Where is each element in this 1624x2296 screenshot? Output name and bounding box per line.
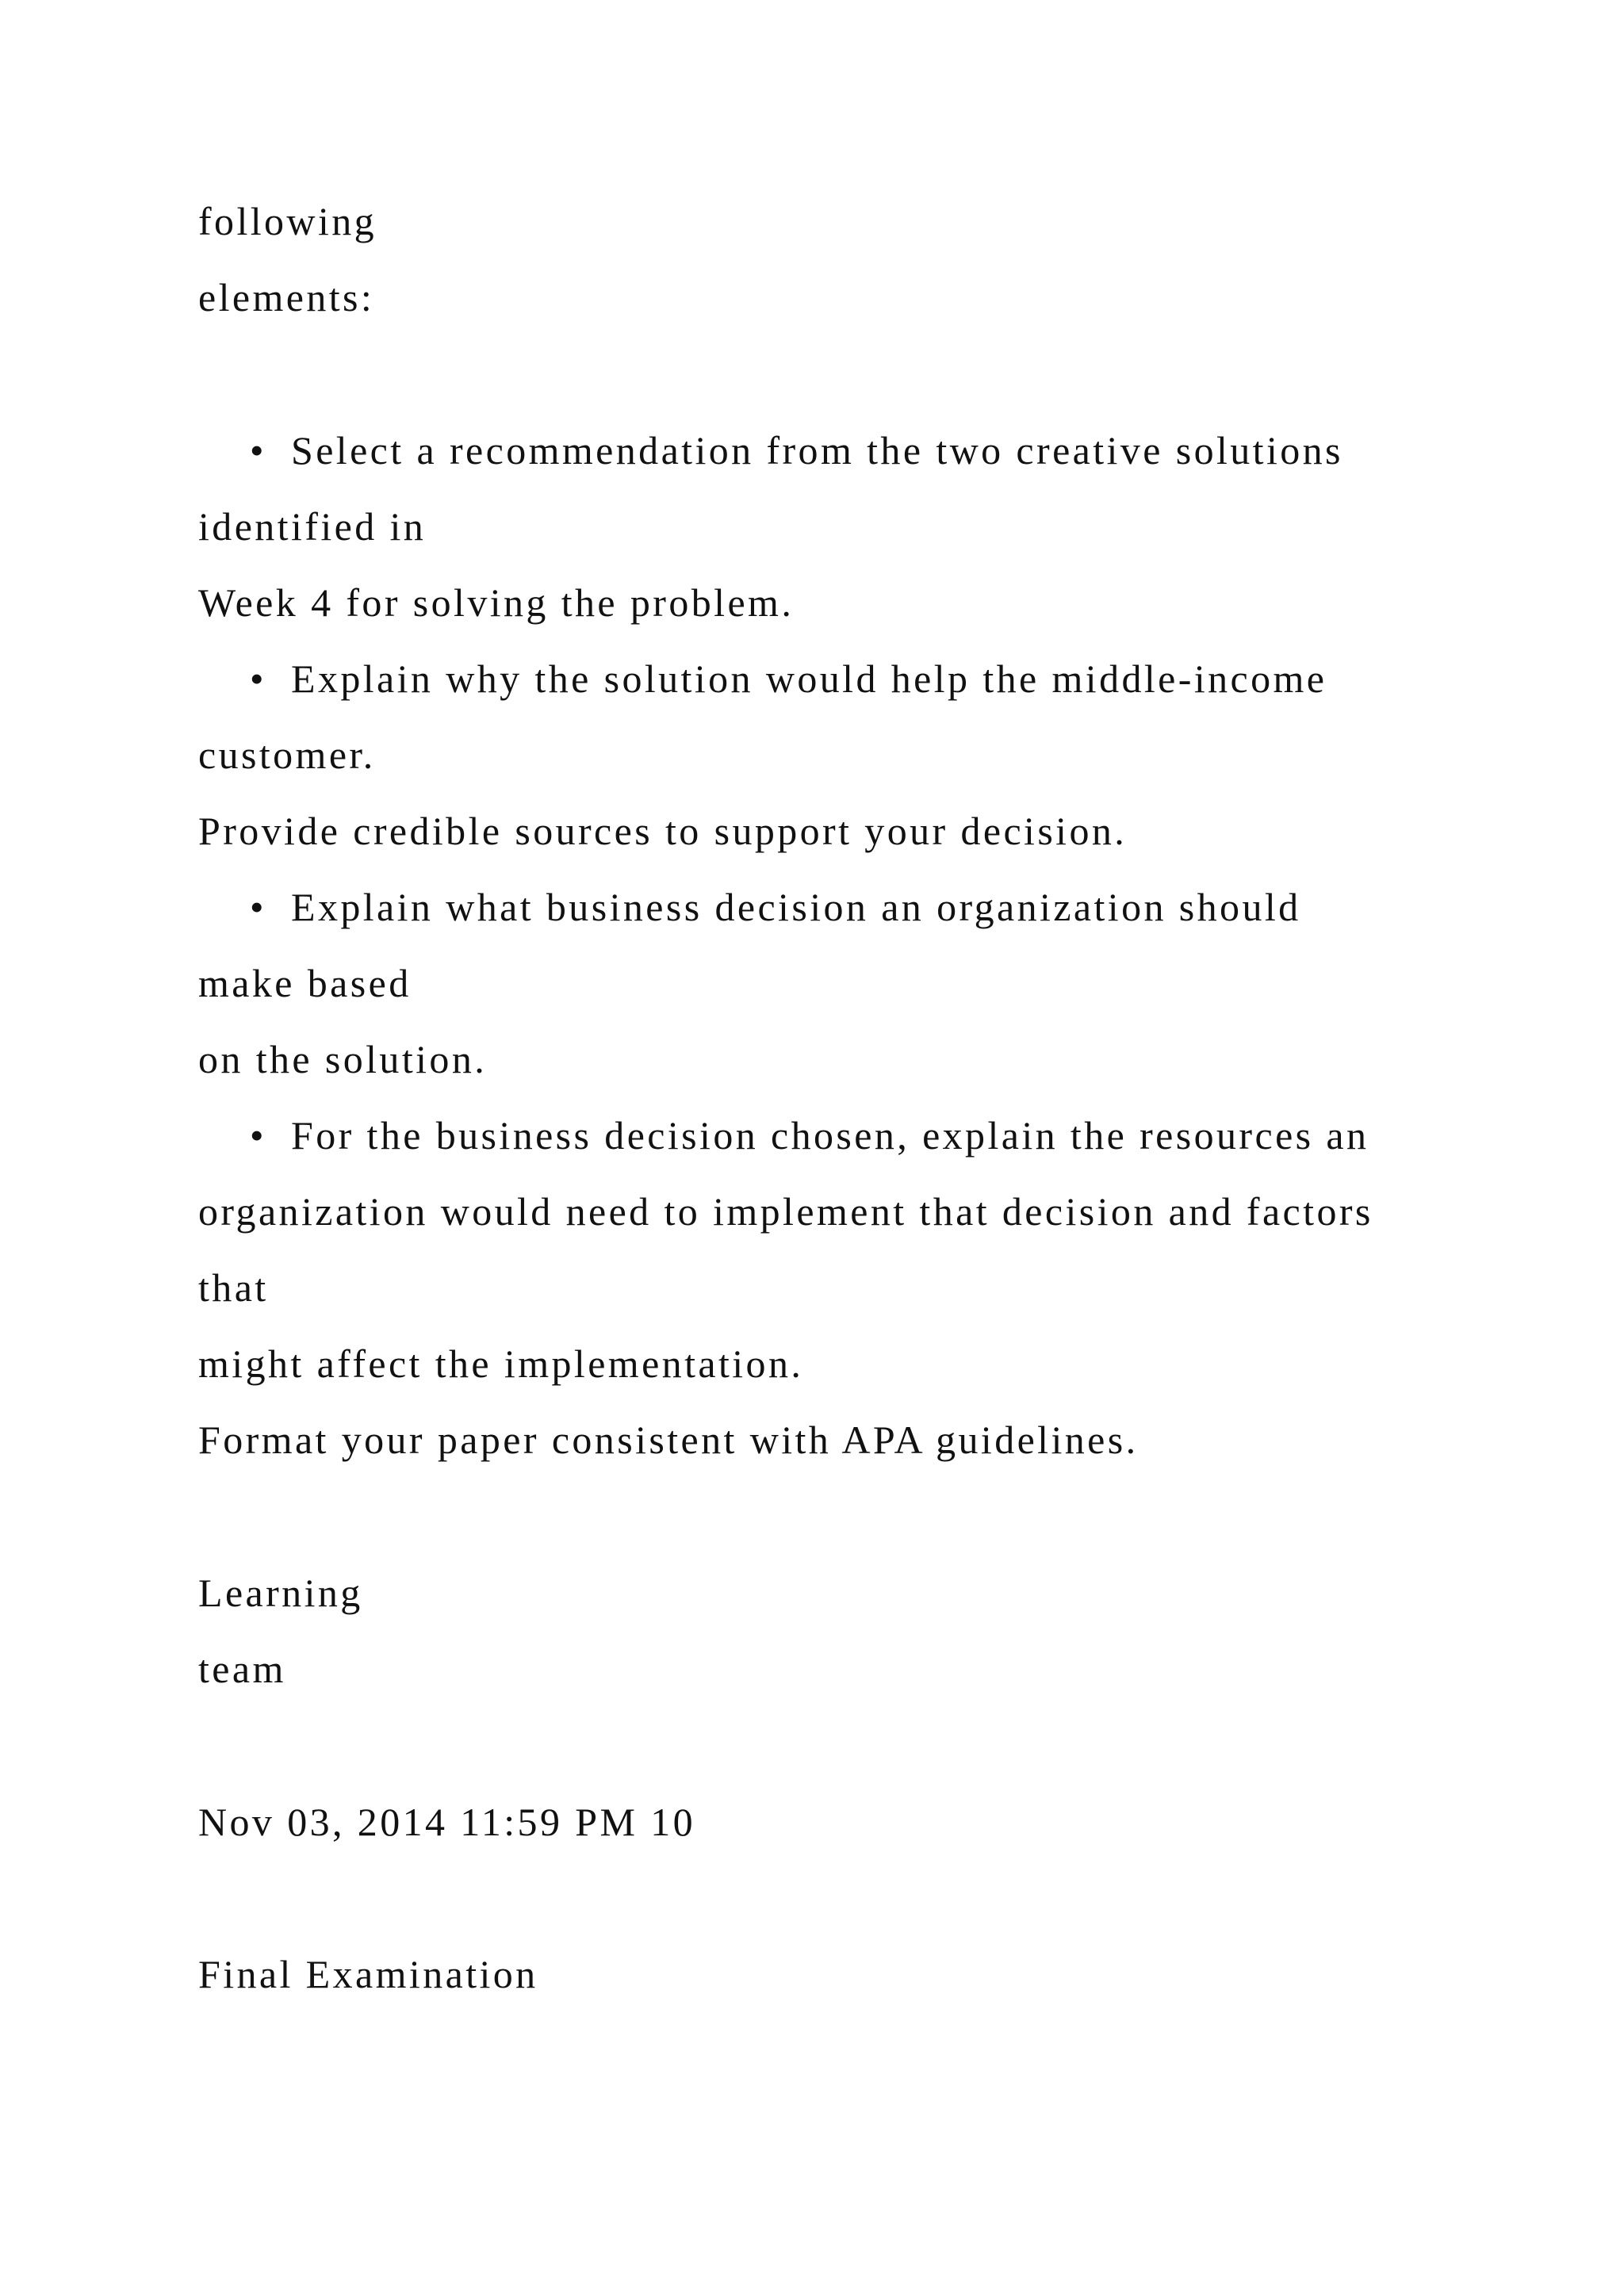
text-line: identified in	[198, 504, 427, 549]
text-line: Provide credible sources to support your decision.	[198, 809, 1128, 853]
bullet-text: For the business decision chosen, explain the resources an	[291, 1113, 1369, 1158]
bullet-item-explain-solution	[250, 656, 1327, 701]
bullet-text: Explain what business decision an organization should	[291, 885, 1301, 929]
text-line: make based	[198, 961, 412, 1005]
bullet-icon: •	[250, 428, 266, 473]
bullet-text: Explain why the solution would help the middle-income	[291, 656, 1327, 701]
section-title: Final Examination	[198, 1952, 538, 1996]
text-line: customer.	[198, 733, 376, 777]
text-line: on the solution.	[198, 1037, 488, 1081]
text-line: Week 4 for solving the problem.	[198, 580, 795, 625]
bullet-icon: •	[250, 656, 266, 701]
text-line: that	[198, 1265, 269, 1310]
bullet-text: Select a recommendation from the two creative solutions	[291, 428, 1343, 473]
due-date: Nov 03, 2014 11:59 PM 10	[198, 1800, 696, 1844]
text-line: Format your paper consistent with APA guidelines.	[198, 1418, 1139, 1462]
text-line: Learning	[198, 1571, 363, 1615]
bullet-item-resources	[250, 1113, 1369, 1158]
bullet-icon: •	[250, 1113, 266, 1158]
text-line: elements:	[198, 275, 375, 320]
bullet-icon: •	[250, 885, 266, 929]
bullet-item-select-recommendation	[250, 428, 1343, 473]
text-line: team	[198, 1647, 286, 1691]
text-line: might affect the implementation.	[198, 1341, 804, 1386]
bullet-item-business-decision	[250, 887, 1301, 927]
text-line: organization would need to implement that decision and factors	[198, 1189, 1373, 1234]
text-line: following	[198, 199, 377, 243]
